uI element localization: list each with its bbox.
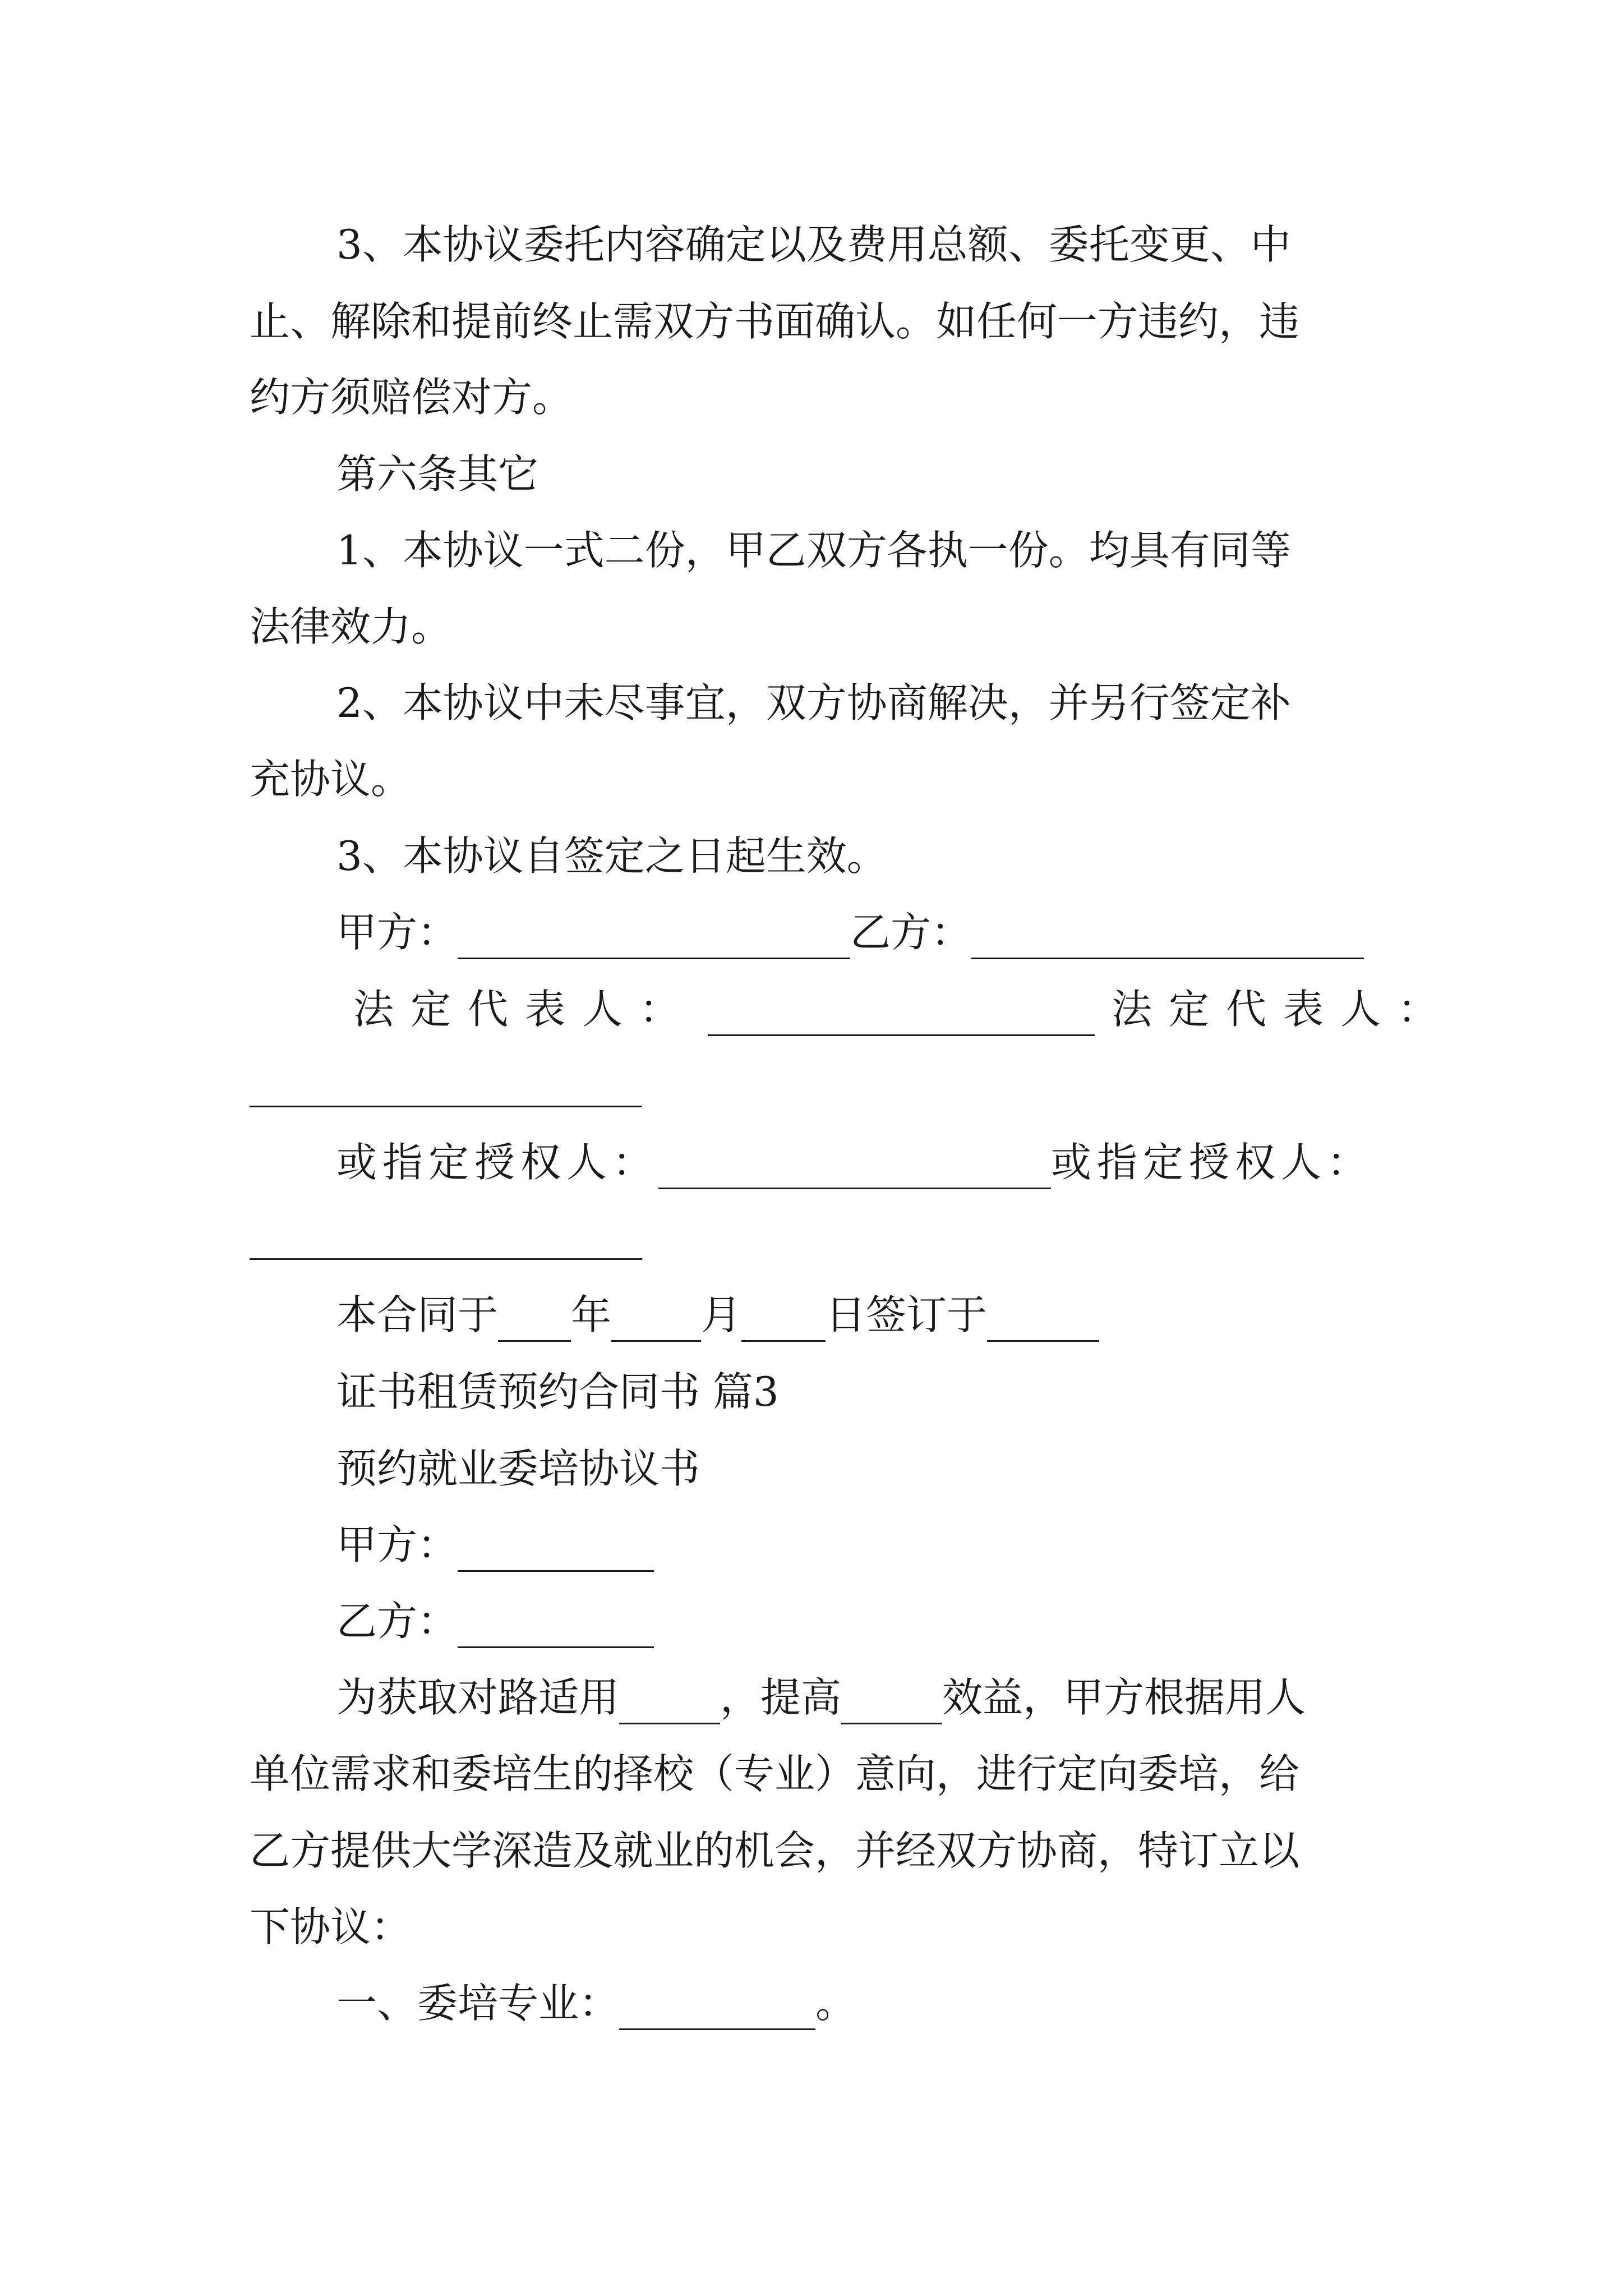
day-blank [741,1299,826,1342]
part3-item1-row [336,1976,1402,2030]
part3-party-b-row [336,1594,1402,1648]
part3-intro-line1 [336,1671,1402,1724]
signature-party-row [336,905,1402,959]
authorized-b-label: 或指定授权人： [1051,1139,1373,1186]
authorized-b-blank [250,1217,642,1260]
article6-item2-line1: 2、本协议中未尽事宜，双方协商解决，并另行签定补 [336,679,1291,726]
part3-party-a-label: 甲方： [336,1521,458,1568]
authorized-b-blank-row [250,1206,698,1260]
part3-intro-line3: 乙方提供大学深造及就业的机会，并经双方协商，特订立以 [250,1827,1300,1874]
year-blank [498,1299,571,1342]
intro-text-a: 为获取对路适用 [336,1674,620,1721]
intro-blank-2 [841,1681,942,1724]
place-blank [987,1299,1099,1342]
article6-item3: 3、本协议自签定之日起生效。 [336,832,887,880]
part3-party-a-blank [458,1529,654,1572]
party-b-blank [971,916,1364,959]
authorized-a-blank [658,1146,1051,1189]
contract-date-row [336,1288,1402,1342]
legal-rep-a-label: 法定代表人： [353,986,697,1033]
party-a-blank [458,916,850,959]
contract-date-month: 月 [701,1291,742,1338]
article6-item1-line2: 法律效力。 [250,603,452,650]
clause3-line3: 约方须赔偿对方。 [250,374,573,421]
party-a-label: 甲方： [336,909,458,956]
part3-item1-end: 。 [815,1980,856,2027]
part3-intro-line2: 单位需求和委培生的择校（专业）意向，进行定向委培，给 [250,1750,1300,1797]
clause3-line1: 3、本协议委托内容确定以及费用总额、委托变更、中 [336,221,1291,268]
contract-date-prefix: 本合同于 [336,1291,499,1338]
article6-item1-line1: 1、本协议一式二份，甲乙双方各执一份。均具有同等 [336,527,1291,574]
part3-party-a-row [336,1518,1402,1572]
intro-text-b: ，提高 [720,1674,842,1721]
signature-authorized-row [336,1135,1402,1189]
part3-item1-label: 一、委培专业： [336,1980,620,2027]
party-b-label: 乙方： [850,909,972,956]
part3-item1-blank [619,1987,815,2030]
legal-rep-b-blank [250,1064,642,1107]
part3-party-b-blank [458,1605,654,1648]
part3-title: 预约就业委培协议书 [336,1445,700,1492]
part3-party-b-label: 乙方： [336,1598,458,1645]
signature-legal-rep-row [353,982,1455,1036]
contract-date-year: 年 [571,1291,612,1338]
part3-heading: 证书租赁预约合同书 篇3 [336,1368,779,1415]
intro-blank-1 [619,1681,720,1724]
legal-rep-b-blank-row [250,1053,698,1107]
month-blank [611,1299,701,1342]
part3-intro-line4: 下协议： [250,1903,412,1950]
article6-title: 第六条其它 [336,450,539,498]
intro-text-c: 效益，甲方根据用人 [942,1674,1306,1721]
legal-rep-b-label: 法定代表人： [1112,986,1455,1033]
contract-date-day: 日签订于 [826,1291,988,1338]
article6-item2-line2: 充协议。 [250,756,412,803]
authorized-a-label: 或指定授权人： [336,1139,659,1186]
clause3-line2: 止、解除和提前终止需双方书面确认。如任何一方违约，违 [250,298,1300,345]
legal-rep-a-blank [708,993,1095,1036]
